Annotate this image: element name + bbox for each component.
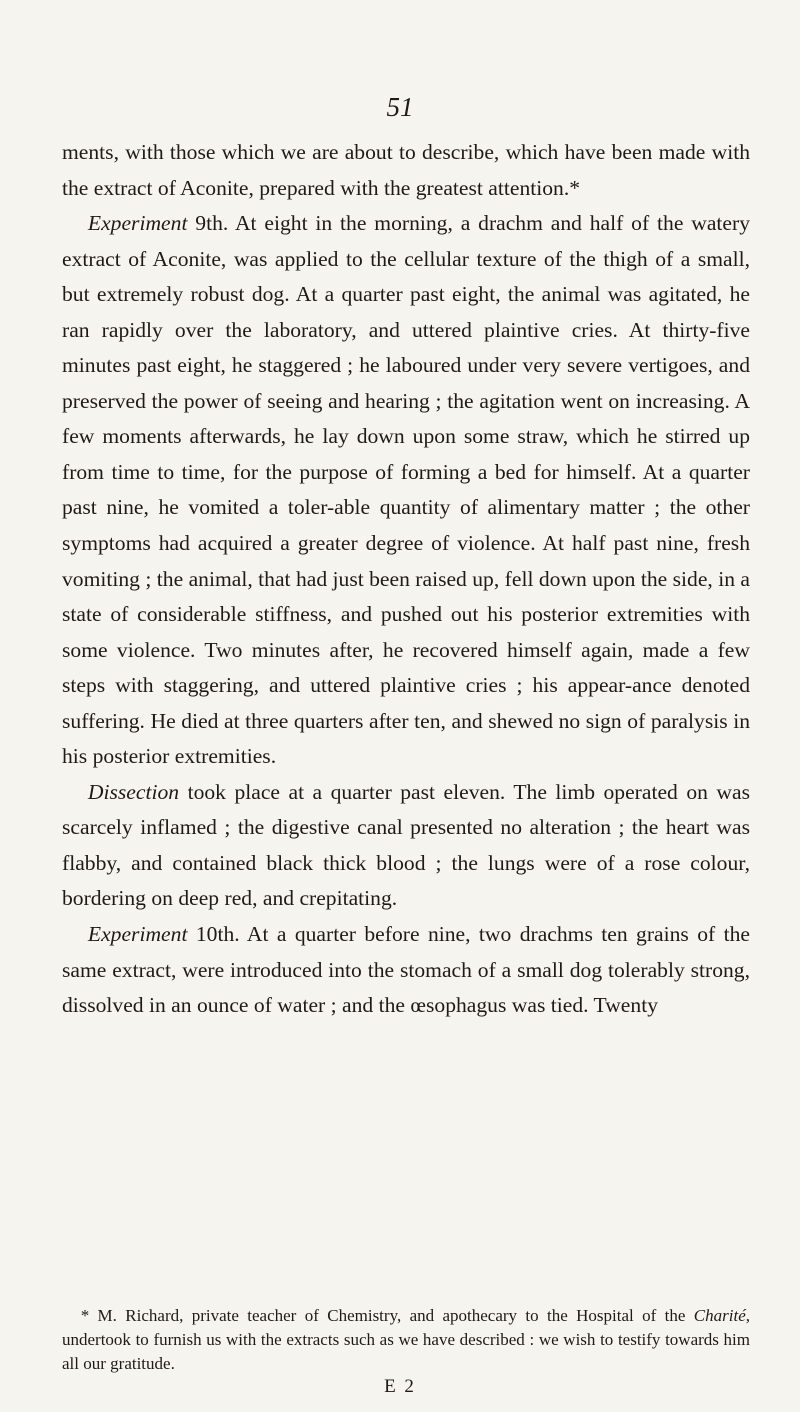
footnote xyxy=(62,1304,750,1376)
footnote-after: , undertook to furnish us with the extracts such as we have described : we wish to testify towards him all our gratitude. xyxy=(62,1306,750,1373)
experiment-9-heading: Experiment xyxy=(87,211,188,236)
experiment-10-heading: Experiment xyxy=(87,922,188,947)
footnote-before: * M. Richard, private teacher of Chemistry, and apothecary to the Hospital of the xyxy=(80,1306,694,1325)
signature-mark: E 2 xyxy=(384,1376,416,1397)
paragraph-continuation: ments, with those which we are about to describe, which have been made with the extract of Aconite, prepared with the greatest attention.* xyxy=(62,140,750,200)
experiment-10-text: 10th. At a quarter before nine, two drachms ten grains of the same extract, were introduced into the stomach of a small dog tolerably strong, dissolved in an ounce of water ; and the œsophagus was tied. Twenty xyxy=(62,922,750,1018)
dissection-text: took place at a quarter past eleven. The limb operated on was scarcely inflamed ; the digestive canal presented no alteration ; the heart was flabby, and contained black thick blood ; the lungs were of a rose colour, bordering on deep red, and crepitating. xyxy=(62,779,750,911)
main-text xyxy=(62,135,750,1024)
experiment-9-text: 9th. At eight in the morning, a drachm and half of the watery extract of Aconite, was applied to the cellular texture of the thigh of a small, but extremely robust dog. At a quarter past eight, the animal was agitated, he ran rapidly over the laboratory, and uttered plaintive cries. At thirty-five minutes past eight, he staggered ; he laboured under very severe vertigoes, and preserved the power of seeing and hearing ; the agitation went on increasing. A few moments afterwards, he lay down upon some straw, which he stirred up from time to time, for the purpose of forming a bed for himself. At a quarter past nine, he vomited a toler-able quantity of alimentary matter ; the other symptoms had acquired a greater degree of violence. At half past nine, fresh vomiting ; the animal, that had just been raised up, fell down upon the side, in a state of considerable stiffness, and pushed out his posterior extremities with some violence. Two minutes after, he recovered himself again, made a few steps with staggering, and uttered plaintive cries ; his appear-ance denoted suffering. He died at three quarters after ten, and shewed no sign of paralysis in his posterior extremities. xyxy=(62,211,750,769)
paragraph-dissection xyxy=(62,775,750,917)
paragraph-experiment-10 xyxy=(62,917,750,1024)
footnote-italic: Charité xyxy=(693,1306,746,1325)
dissection-heading: Dissection xyxy=(87,779,180,804)
paragraph-experiment-9 xyxy=(62,206,750,775)
page-number: 51 xyxy=(386,92,414,122)
footnote-text xyxy=(62,1304,750,1376)
